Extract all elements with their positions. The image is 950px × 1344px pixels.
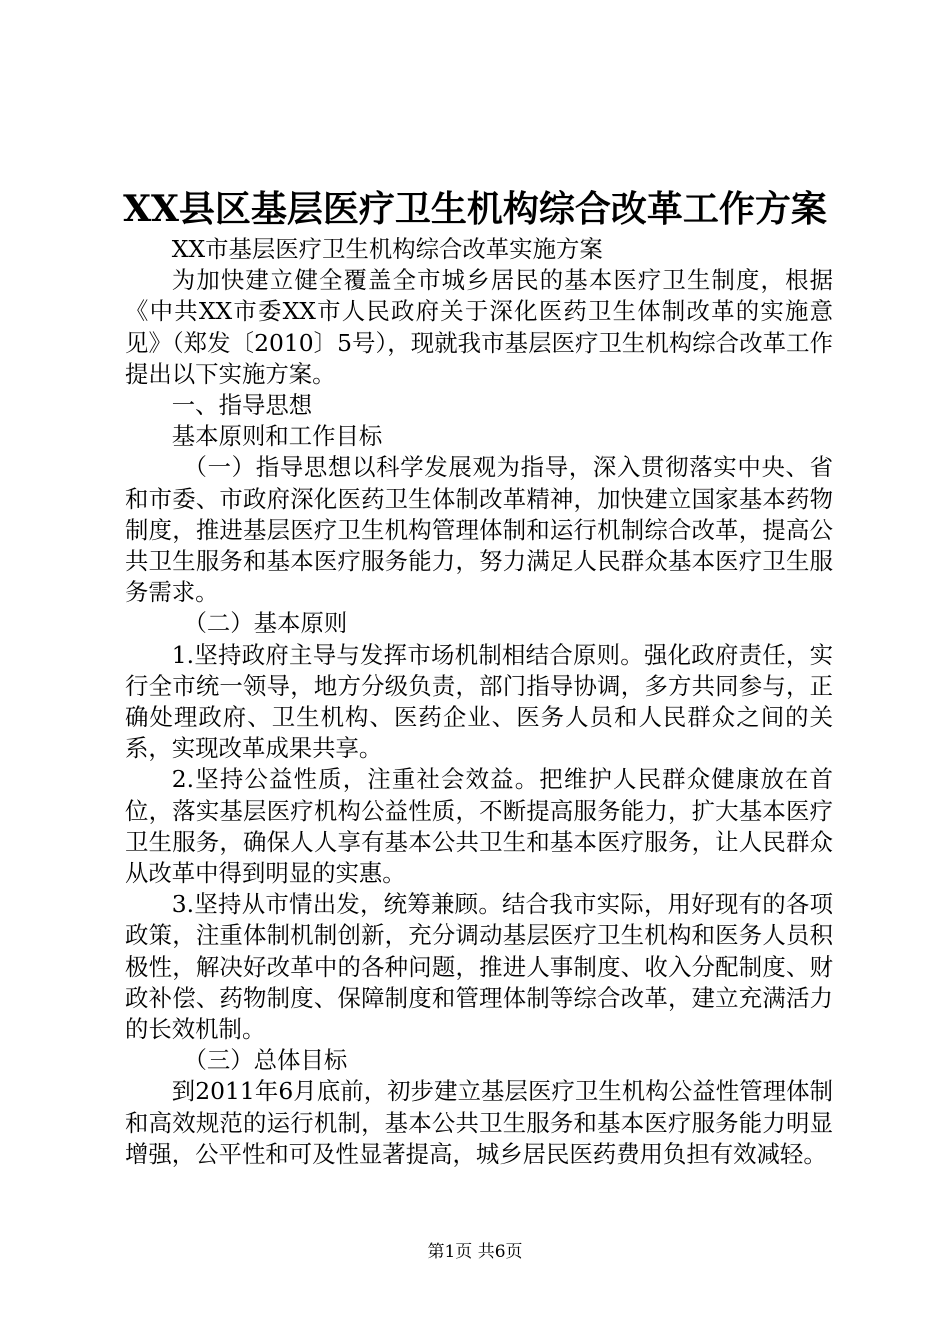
document-title: XX县区基层医疗卫生机构综合改革工作方案 bbox=[123, 188, 827, 230]
paragraph-intro: 为加快建立健全覆盖全市城乡居民的基本医疗卫生制度，根据《中共XX市委XX市人民政府关于深化医药卫生体制改革的实施意见》（郑发〔2010〕5号），现就我市基层医疗卫生机构综合改革工作提出以下实施方案。 bbox=[125, 266, 833, 388]
section-heading-1-cont: 基本原则和工作目标 bbox=[171, 422, 383, 451]
subheading-overall-goal: （三）总体目标 bbox=[183, 1046, 348, 1075]
document-body bbox=[125, 234, 833, 1170]
paragraph-subtitle: XX市基层医疗卫生机构综合改革实施方案 bbox=[171, 235, 603, 263]
paragraph-overall-goal: 到2011年6月底前，初步建立基层医疗卫生机构公益性管理体制和高效规范的运行机制，基本公共卫生服务和基本医疗服务能力明显增强，公平性和可及性显著提高，城乡居民医药费用负担有效减轻。 bbox=[125, 1077, 833, 1168]
paragraph-guiding-ideology: （一）指导思想以科学发展观为指导，深入贯彻落实中央、省和市委、市政府深化医药卫生体制改革精神，加快建立国家基本药物制度，推进基层医疗卫生机构管理体制和运行机制综合改革，提高公共卫生服务和基本医疗服务能力，努力满足人民群众基本医疗卫生服务需求。 bbox=[125, 453, 833, 607]
paragraph-principle-3: 3.坚持从市情出发，统筹兼顾。结合我市实际，用好现有的各项政策，注重体制机制创新，充分调动基层医疗卫生机构和医务人员积极性，解决好改革中的各种问题，推进人事制度、收入分配制度、财政补偿、药物制度、保障制度和管理体制等综合改革，建立充满活力的长效机制。 bbox=[125, 890, 833, 1044]
paragraph-principle-2: 2.坚持公益性质，注重社会效益。把维护人民群众健康放在首位，落实基层医疗机构公益性质，不断提高服务能力，扩大基本医疗卫生服务，确保人人享有基本公共卫生和基本医疗服务，让人民群众从改革中得到明显的实惠。 bbox=[125, 765, 833, 888]
paragraph-principle-1: 1.坚持政府主导与发挥市场机制相结合原则。强化政府责任，实行全市统一领导，地方分级负责，部门指导协调，多方共同参与，正确处理政府、卫生机构、医药企业、医务人员和人民群众之间的关系，实现改革成果共享。 bbox=[125, 640, 833, 763]
subheading-basic-principles: （二）基本原则 bbox=[183, 609, 348, 638]
section-heading-1: 一、指导思想 bbox=[171, 391, 313, 420]
page-number-footer: 第1页 共6页 bbox=[427, 1242, 523, 1262]
